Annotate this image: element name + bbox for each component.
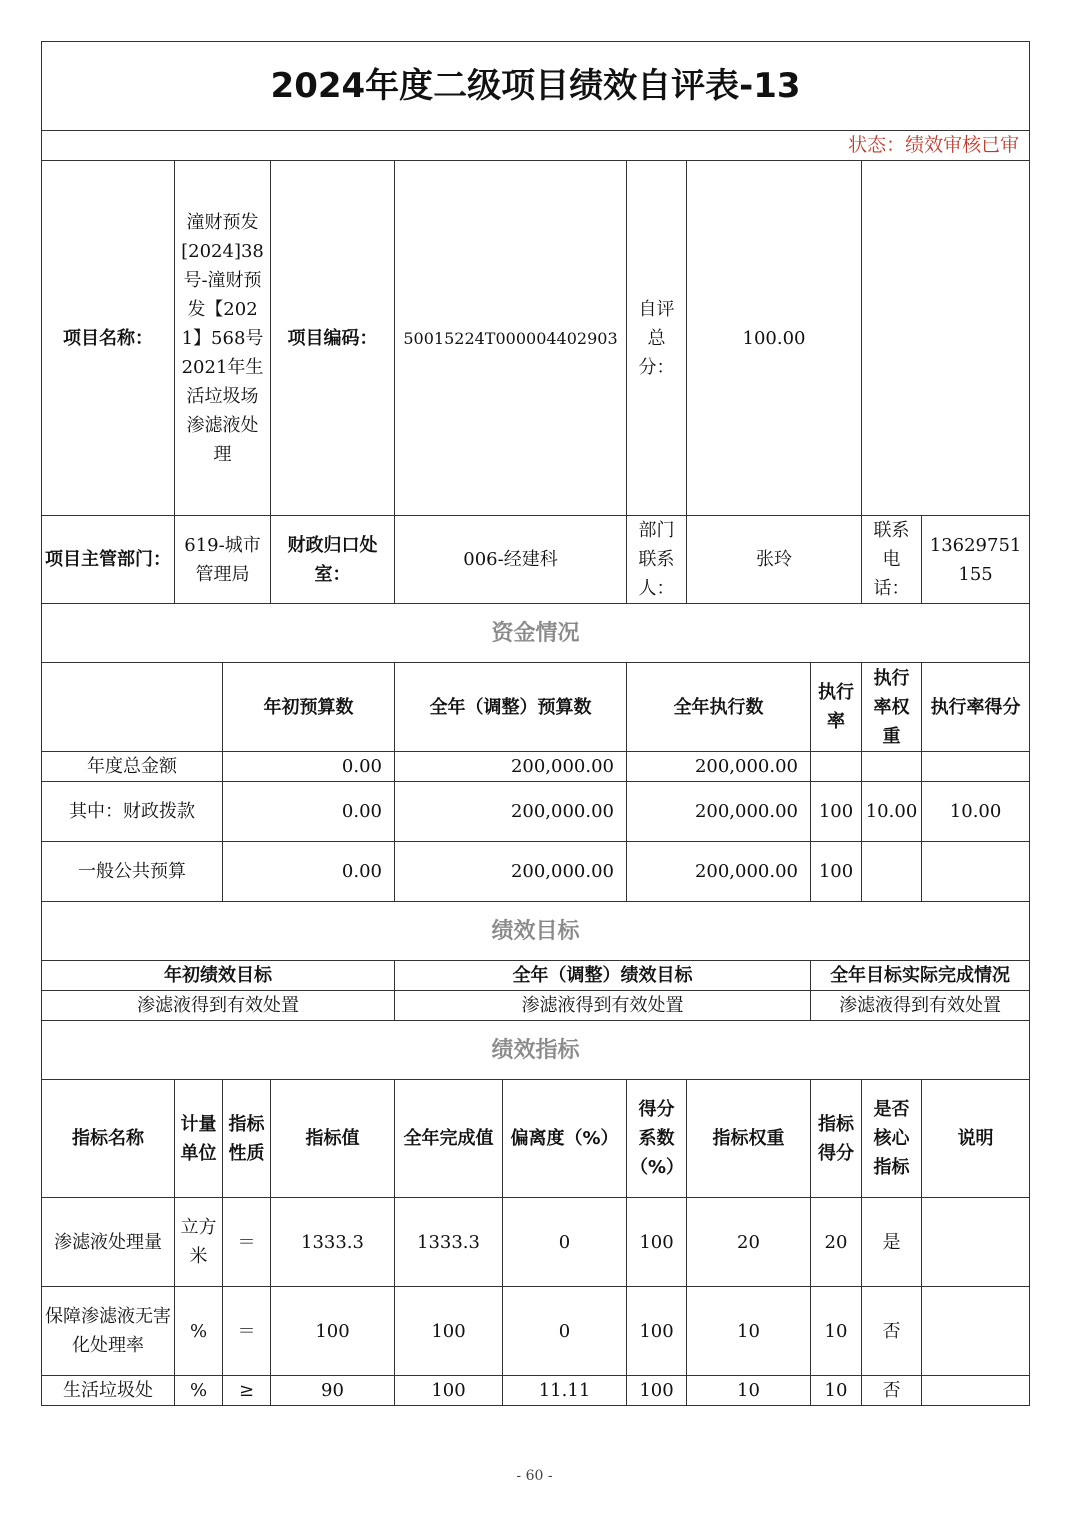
indicator-header: 指标得分 [811, 1080, 862, 1198]
indicator-nature: ＝ [223, 1287, 271, 1376]
table-row [42, 991, 1030, 1021]
indicator-weight: 10 [687, 1287, 811, 1376]
indicator-coef: 100 [627, 1287, 687, 1376]
self-score-label: 自评总分： [627, 161, 687, 516]
phone-value: 13629751155 [922, 516, 1030, 604]
project-code-value: 50015224T000004402903 [395, 161, 627, 516]
goal-initial: 渗滤液得到有效处置 [42, 991, 395, 1021]
phone-label: 联系电话： [862, 516, 922, 604]
finance-office-value: 006-经建科 [395, 516, 627, 604]
funds-initial: 0.00 [223, 782, 395, 842]
funds-header [42, 663, 223, 752]
funds-header: 执行率权重 [862, 663, 922, 752]
indicator-actual: 100 [395, 1376, 503, 1406]
indicator-header: 全年完成值 [395, 1080, 503, 1198]
funds-initial: 0.00 [223, 842, 395, 902]
indicator-note [922, 1376, 1030, 1406]
indicator-weight: 10 [687, 1376, 811, 1406]
funds-rate: 100 [811, 842, 862, 902]
indicator-deviation: 0 [503, 1287, 627, 1376]
funds-rate: 100 [811, 782, 862, 842]
contact-label: 部门联系人： [627, 516, 687, 604]
goals-header: 全年目标实际完成情况 [811, 961, 1030, 991]
contact-value: 张玲 [687, 516, 862, 604]
indicator-unit: 立方米 [175, 1198, 223, 1287]
funds-header: 全年（调整）预算数 [395, 663, 627, 752]
dept-value: 619-城市管理局 [175, 516, 271, 604]
funds-header: 执行率得分 [922, 663, 1030, 752]
indicator-name: 生活垃圾处 [42, 1376, 175, 1406]
funds-header: 年初预算数 [223, 663, 395, 752]
indicator-nature: ≥ [223, 1376, 271, 1406]
performance-table [41, 41, 1030, 1406]
funds-weight [862, 752, 922, 782]
indicator-unit: % [175, 1287, 223, 1376]
indicator-score: 10 [811, 1287, 862, 1376]
indicator-weight: 20 [687, 1198, 811, 1287]
indicator-header: 指标值 [271, 1080, 395, 1198]
funds-header: 全年执行数 [627, 663, 811, 752]
funds-initial: 0.00 [223, 752, 395, 782]
goal-adjusted: 渗滤液得到有效处置 [395, 991, 811, 1021]
project-name-value: 潼财预发[2024]38号-潼财预发【2021】568号2021年生活垃圾场渗滤液处理 [175, 161, 271, 516]
funds-adjusted: 200,000.00 [395, 782, 627, 842]
indicator-core: 是 [862, 1198, 922, 1287]
funds-score [922, 842, 1030, 902]
indicator-header: 是否核心指标 [862, 1080, 922, 1198]
indicator-header: 指标名称 [42, 1080, 175, 1198]
indicator-header: 指标性质 [223, 1080, 271, 1198]
indicator-actual: 100 [395, 1287, 503, 1376]
funds-score: 10.00 [922, 782, 1030, 842]
indicator-coef: 100 [627, 1376, 687, 1406]
self-score-value: 100.00 [687, 161, 862, 516]
funds-adjusted: 200,000.00 [395, 752, 627, 782]
funds-executed: 200,000.00 [627, 782, 811, 842]
finance-office-label: 财政归口处室： [271, 516, 395, 604]
table-row [42, 842, 1030, 902]
goals-header: 全年（调整）绩效目标 [395, 961, 811, 991]
indicator-deviation: 11.11 [503, 1376, 627, 1406]
indicator-target: 100 [271, 1287, 395, 1376]
indicator-header: 偏离度（%） [503, 1080, 627, 1198]
table-row [42, 1198, 1030, 1287]
funds-weight [862, 842, 922, 902]
indicator-header: 指标权重 [687, 1080, 811, 1198]
goals-section-title: 绩效目标 [42, 902, 1030, 961]
indicator-target: 90 [271, 1376, 395, 1406]
indicator-actual: 1333.3 [395, 1198, 503, 1287]
funds-row-label: 一般公共预算 [42, 842, 223, 902]
funds-executed: 200,000.00 [627, 842, 811, 902]
page-title: 2024年度二级项目绩效自评表-13 [42, 42, 1030, 131]
indicator-core: 否 [862, 1376, 922, 1406]
indicator-header: 得分系数（%） [627, 1080, 687, 1198]
indicator-unit: % [175, 1376, 223, 1406]
indicator-coef: 100 [627, 1198, 687, 1287]
indicator-name: 渗滤液处理量 [42, 1198, 175, 1287]
funds-executed: 200,000.00 [627, 752, 811, 782]
funds-weight: 10.00 [862, 782, 922, 842]
table-row [42, 1376, 1030, 1406]
indicator-target: 1333.3 [271, 1198, 395, 1287]
table-row [42, 1287, 1030, 1376]
project-code-label: 项目编码： [271, 161, 395, 516]
indicator-name: 保障渗滤液无害化处理率 [42, 1287, 175, 1376]
indicator-note [922, 1198, 1030, 1287]
indicator-note [922, 1287, 1030, 1376]
goal-actual: 渗滤液得到有效处置 [811, 991, 1030, 1021]
funds-score [922, 752, 1030, 782]
funds-section-title: 资金情况 [42, 604, 1030, 663]
indicator-score: 20 [811, 1198, 862, 1287]
table-row [42, 782, 1030, 842]
indicators-section-title: 绩效指标 [42, 1021, 1030, 1080]
table-row [42, 752, 1030, 782]
indicator-deviation: 0 [503, 1198, 627, 1287]
indicator-core: 否 [862, 1287, 922, 1376]
funds-rate [811, 752, 862, 782]
indicator-score: 10 [811, 1376, 862, 1406]
goals-header: 年初绩效目标 [42, 961, 395, 991]
status-badge: 状态：绩效审核已审 [42, 131, 1030, 161]
funds-header: 执行率 [811, 663, 862, 752]
indicator-header: 计量单位 [175, 1080, 223, 1198]
page-number: - 60 - [516, 1468, 553, 1484]
indicator-header: 说明 [922, 1080, 1030, 1198]
dept-label: 项目主管部门： [42, 516, 175, 604]
blank-cell [862, 161, 1030, 516]
project-name-label: 项目名称： [42, 161, 175, 516]
funds-row-label: 年度总金额 [42, 752, 223, 782]
funds-adjusted: 200,000.00 [395, 842, 627, 902]
indicator-nature: ＝ [223, 1198, 271, 1287]
funds-row-label: 其中：财政拨款 [42, 782, 223, 842]
